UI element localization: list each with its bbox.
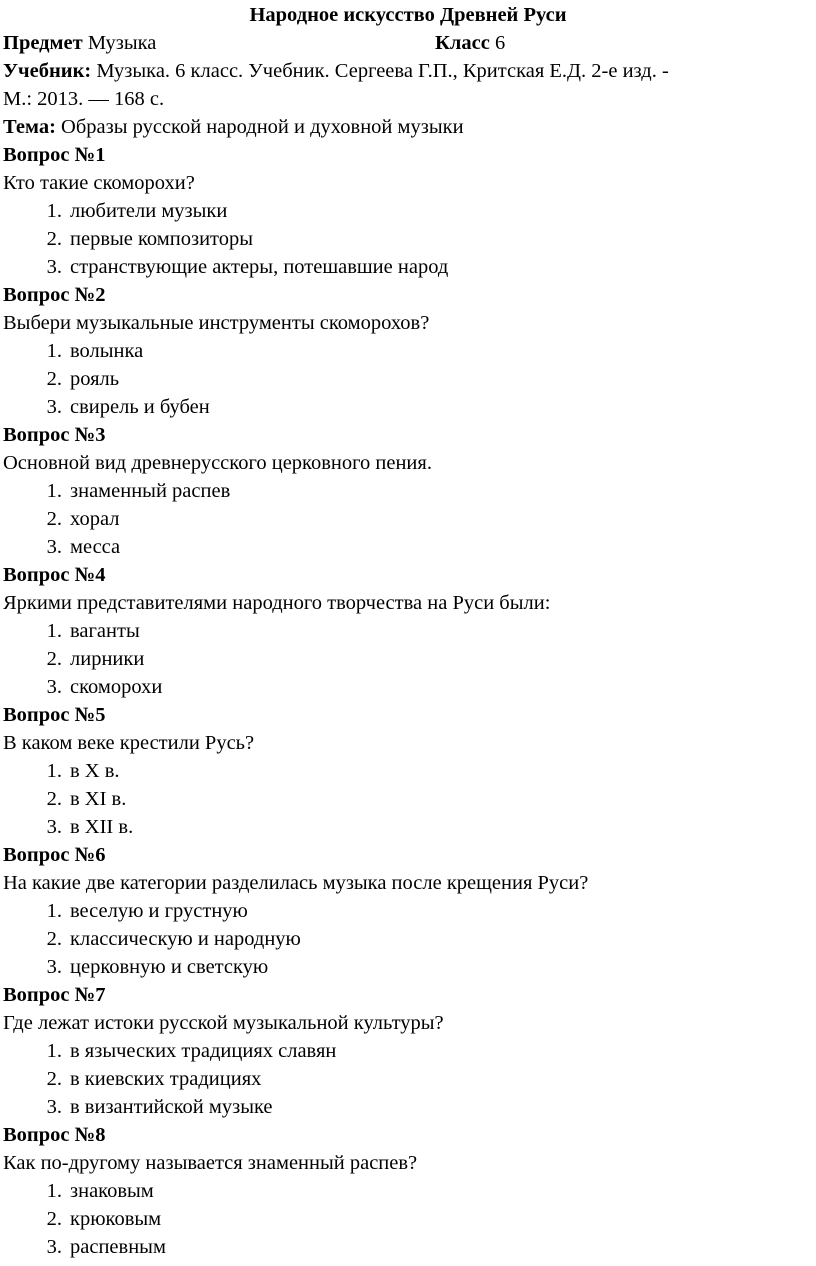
option-text: ваганты bbox=[70, 620, 140, 642]
subject-grade-row bbox=[3, 29, 803, 57]
option-number: 1. bbox=[46, 480, 62, 502]
option-text: в XII в. bbox=[70, 816, 134, 838]
subject-label: Предмет bbox=[3, 32, 83, 54]
question-text: Основной вид древнерусского церковного пения. bbox=[3, 452, 432, 474]
option-number: 2. bbox=[46, 228, 62, 250]
question-heading: Вопрос №3 bbox=[3, 424, 106, 446]
question-heading: Вопрос №4 bbox=[3, 564, 106, 586]
option-number: 3. bbox=[46, 256, 62, 278]
option-number: 3. bbox=[46, 536, 62, 558]
option-text: волынка bbox=[70, 340, 144, 362]
option-number: 3. bbox=[46, 956, 62, 978]
option-number: 2. bbox=[46, 368, 62, 390]
grade-group bbox=[435, 29, 505, 57]
option-number: 1. bbox=[46, 1180, 62, 1202]
question-heading: Вопрос №6 bbox=[3, 844, 106, 866]
question-heading: Вопрос №2 bbox=[3, 284, 106, 306]
option-number: 1. bbox=[46, 760, 62, 782]
option-text: хорал bbox=[70, 508, 120, 530]
option-text: классическую и народную bbox=[70, 928, 301, 950]
option-text: в XI в. bbox=[70, 788, 127, 810]
question-text: Где лежат истоки русской музыкальной культуры? bbox=[3, 1012, 444, 1034]
textbook-line2: М.: 2013. — 168 с. bbox=[3, 88, 165, 110]
option-text: свирель и бубен bbox=[70, 396, 210, 418]
page-title: Народное искусство Древней Руси bbox=[249, 4, 567, 26]
option-text: месса bbox=[70, 536, 121, 558]
option-text: в византийской музыке bbox=[70, 1096, 273, 1118]
option-text: знаменный распев bbox=[70, 480, 231, 502]
textbook-row bbox=[3, 57, 669, 85]
option-number: 3. bbox=[46, 1096, 62, 1118]
option-text: веселую и грустную bbox=[70, 900, 248, 922]
question-heading: Вопрос №5 bbox=[3, 704, 106, 726]
grade-label: Класс bbox=[435, 32, 490, 54]
option-number: 1. bbox=[46, 1040, 62, 1062]
option-text: распевным bbox=[70, 1236, 166, 1258]
topic-value: Образы русской народной и духовной музыки bbox=[61, 116, 464, 138]
option-text: знаковым bbox=[70, 1180, 154, 1202]
topic-label: Тема: bbox=[3, 116, 56, 138]
option-number: 3. bbox=[46, 1236, 62, 1258]
question-text: Как по-другому называется знаменный распев? bbox=[3, 1152, 418, 1174]
option-number: 1. bbox=[46, 340, 62, 362]
option-text: церковную и светскую bbox=[70, 956, 269, 978]
option-number: 1. bbox=[46, 620, 62, 642]
option-number: 2. bbox=[46, 1208, 62, 1230]
option-text: любители музыки bbox=[70, 200, 228, 222]
option-text: первые композиторы bbox=[70, 228, 253, 250]
question-text: Выбери музыкальные инструменты скоморохов? bbox=[3, 312, 430, 334]
option-text: странствующие актеры, потешавшие народ bbox=[70, 256, 449, 278]
question-text: На какие две категории разделилась музыка после крещения Руси? bbox=[3, 872, 589, 894]
question-text: Кто такие скоморохи? bbox=[3, 172, 195, 194]
option-number: 2. bbox=[46, 648, 62, 670]
option-text: скоморохи bbox=[70, 676, 163, 698]
option-text: рояль bbox=[70, 368, 120, 390]
option-text: в киевских традициях bbox=[70, 1068, 262, 1090]
grade-value: 6 bbox=[494, 32, 506, 54]
option-number: 3. bbox=[46, 816, 62, 838]
option-text: лирники bbox=[70, 648, 145, 670]
topic-row bbox=[3, 113, 464, 141]
option-number: 2. bbox=[46, 788, 62, 810]
textbook-line1: Музыка. 6 класс. Учебник. Сергеева Г.П., Критская Е.Д. 2-е изд. - bbox=[96, 60, 669, 82]
option-number: 2. bbox=[46, 508, 62, 530]
option-text: в Х в. bbox=[70, 760, 120, 782]
option-number: 1. bbox=[46, 900, 62, 922]
question-heading: Вопрос №7 bbox=[3, 984, 106, 1006]
option-number: 3. bbox=[46, 396, 62, 418]
option-number: 2. bbox=[46, 928, 62, 950]
option-number: 2. bbox=[46, 1068, 62, 1090]
option-text: в языческих традициях славян bbox=[70, 1040, 337, 1062]
question-text: Яркими представителями народного творчества на Руси были: bbox=[3, 592, 551, 614]
option-text: крюковым bbox=[70, 1208, 162, 1230]
question-heading: Вопрос №1 bbox=[3, 144, 106, 166]
textbook-label: Учебник: bbox=[3, 60, 92, 82]
option-number: 3. bbox=[46, 676, 62, 698]
question-text: В каком веке крестили Русь? bbox=[3, 732, 255, 754]
subject-value: Музыка bbox=[87, 32, 157, 54]
question-heading: Вопрос №8 bbox=[3, 1124, 106, 1146]
option-number: 1. bbox=[46, 200, 62, 222]
